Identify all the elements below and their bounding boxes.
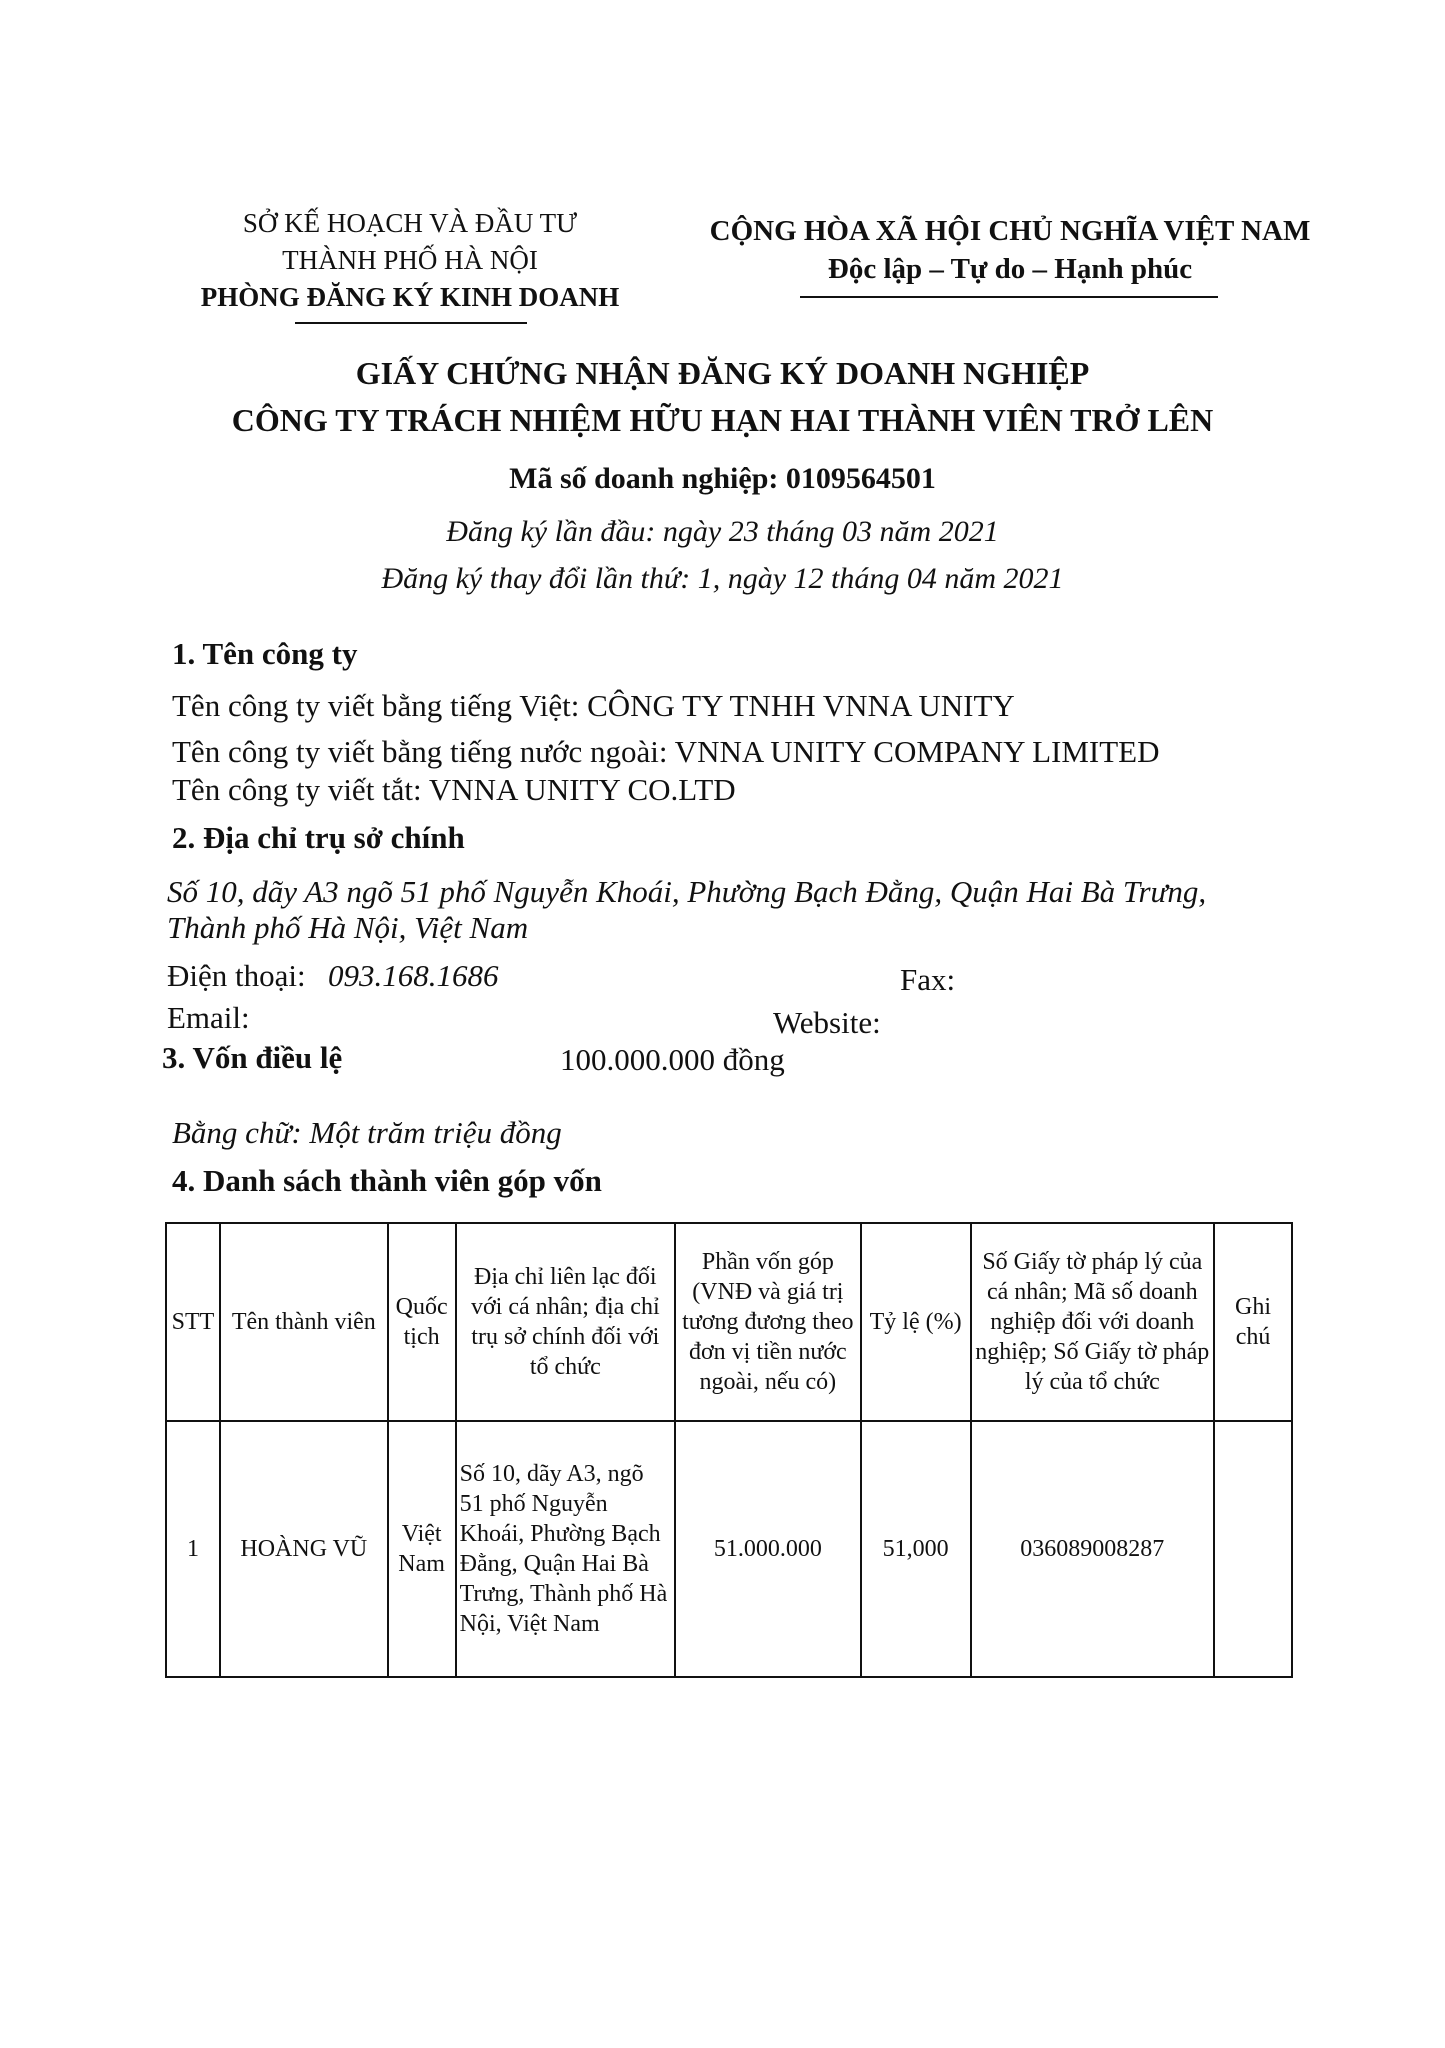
table-row [166, 1421, 1292, 1677]
cell-member-name: HOÀNG VŨ [220, 1421, 388, 1677]
col-header-ratio: Tỷ lệ (%) [861, 1223, 971, 1421]
address-line-1: Số 10, dãy A3 ngõ 51 phố Nguyễn Khoái, Phường Bạch Đằng, Quận Hai Bà Trưng, [167, 874, 1207, 909]
charter-capital-in-words: Bằng chữ: Một trăm triệu đồng [172, 1115, 562, 1150]
email-label: Email: [167, 1000, 250, 1035]
motto-underline [800, 296, 1218, 298]
cell-note [1214, 1421, 1292, 1677]
agency-header [170, 205, 650, 316]
company-name-vietnamese: Tên công ty viết bằng tiếng Việt: CÔNG TY TNHH VNNA UNITY [172, 688, 1015, 723]
col-header-member-name: Tên thành viên [220, 1223, 388, 1421]
cell-stt: 1 [166, 1421, 220, 1677]
company-name-short: Tên công ty viết tắt: VNNA UNITY CO.LTD [172, 772, 736, 807]
fax-label: Fax: [900, 962, 956, 997]
website-label: Website: [773, 1005, 881, 1040]
col-header-address: Địa chỉ liên lạc đối với cá nhân; địa chỉ trụ sở chính đối với tổ chức [456, 1223, 675, 1421]
cell-nationality: Việt Nam [388, 1421, 456, 1677]
section-4-heading: 4. Danh sách thành viên góp vốn [172, 1163, 602, 1198]
members-table [165, 1222, 1293, 1678]
state-motto: Độc lập – Tự do – Hạnh phúc [827, 253, 1193, 285]
section-1-heading: 1. Tên công ty [172, 636, 358, 671]
cell-capital: 51.000.000 [675, 1421, 861, 1677]
first-registration-date: Đăng ký lần đầu: ngày 23 tháng 03 năm 2021 [446, 515, 999, 548]
col-header-capital: Phần vốn góp (VNĐ và giá trị tương đương theo đơn vị tiền nước ngoài, nếu có) [675, 1223, 861, 1421]
cell-ratio: 51,000 [861, 1421, 971, 1677]
address-line-2: Thành phố Hà Nội, Việt Nam [167, 910, 529, 945]
phone-label: Điện thoại: [167, 958, 306, 993]
col-header-nationality: Quốc tịch [388, 1223, 456, 1421]
enterprise-code: Mã số doanh nghiệp: 0109564501 [509, 462, 936, 495]
certificate-title: GIẤY CHỨNG NHẬN ĐĂNG KÝ DOANH NGHIỆP [355, 355, 1090, 391]
cell-address: Số 10, dãy A3, ngõ 51 phố Nguyễn Khoái, Phường Bạch Đằng, Quận Hai Bà Trưng, Thành phố Hà Nội, Việt Nam [456, 1421, 675, 1677]
phone-value: 093.168.1686 [328, 958, 499, 993]
table-header-row [166, 1223, 1292, 1421]
section-3-heading: 3. Vốn điều lệ [162, 1040, 343, 1075]
cell-legal-id: 036089008287 [971, 1421, 1215, 1677]
col-header-legal-id: Số Giấy tờ pháp lý của cá nhân; Mã số doanh nghiệp đối với doanh nghiệp; Số Giấy tờ pháp lý của tổ chức [971, 1223, 1215, 1421]
company-name-foreign: Tên công ty viết bằng tiếng nước ngoài: VNNA UNITY COMPANY LIMITED [172, 734, 1160, 769]
col-header-stt: STT [166, 1223, 220, 1421]
col-header-note: Ghi chú [1214, 1223, 1292, 1421]
charter-capital-amount: 100.000.000 đồng [560, 1042, 785, 1077]
agency-underline [295, 322, 527, 324]
agency-line-2: THÀNH PHỐ HÀ NỘI [282, 245, 538, 275]
change-registration-date: Đăng ký thay đổi lần thứ: 1, ngày 12 tháng 04 năm 2021 [381, 562, 1064, 595]
agency-line-1: SỞ KẾ HOẠCH VÀ ĐẦU TƯ [242, 208, 578, 238]
agency-line-3: PHÒNG ĐĂNG KÝ KINH DOANH [200, 282, 620, 312]
section-2-heading: 2. Địa chỉ trụ sở chính [172, 820, 465, 855]
company-type-title: CÔNG TY TRÁCH NHIỆM HỮU HẠN HAI THÀNH VIÊN TRỞ LÊN [231, 402, 1214, 438]
state-header [700, 212, 1320, 288]
state-name: CỘNG HÒA XÃ HỘI CHỦ NGHĨA VIỆT NAM [709, 215, 1311, 247]
